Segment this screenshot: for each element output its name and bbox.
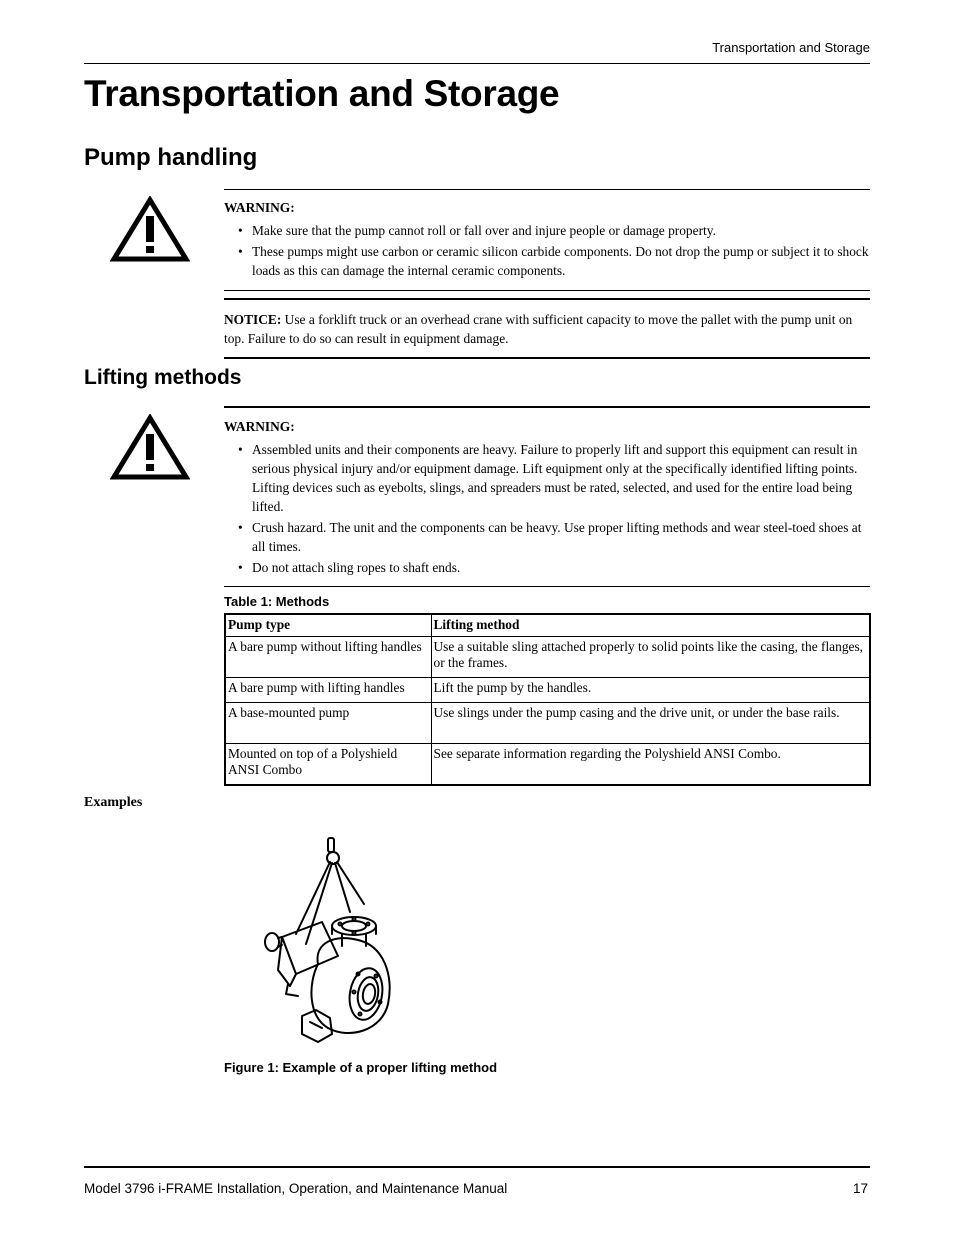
pump-lifting-illustration [258,834,408,1049]
notice-label: NOTICE: [224,312,282,327]
table-row [225,678,870,703]
warning-bottom-rule [224,586,870,587]
notice-block [224,310,870,348]
table-cell: Mounted on top of a Polyshield ANSI Combo [225,744,431,785]
warning-item: • These pumps might use carbon or ceramic silicon carbide components. Do not drop the pump or subject it to shock loads as this can damage the internal ceramic components. [224,242,870,280]
table-cell: A bare pump without lifting handles [225,637,431,678]
warning-list [224,440,870,577]
warning-label: WARNING: [224,200,295,215]
table-cell: See separate information regarding the Polyshield ANSI Combo. [431,744,870,785]
header-divider [84,63,870,64]
warning-label: WARNING: [224,419,295,434]
warning-block-lifting [224,417,870,579]
warning-item: • Make sure that the pump cannot roll or fall over and injure people or damage property. [224,221,870,240]
warning-top-rule [224,189,870,190]
figure-caption: Figure 1: Example of a proper lifting method [224,1060,498,1075]
section-heading-lifting-methods: Lifting methods [84,366,242,389]
notice-text: Use a forklift truck or an overhead crane with sufficient capacity to move the pallet with the pump unit on top. Failure to do so can result in equipment damage. [224,312,853,346]
methods-table [224,613,871,786]
table-row [225,637,870,678]
table-cell: A bare pump with lifting handles [225,678,431,703]
table-row [225,703,870,744]
table-row [225,744,870,785]
warning-item: • Do not attach sling ropes to shaft ends. [224,558,870,577]
examples-heading: Examples [84,795,143,810]
table-cell: Use slings under the pump casing and the drive unit, or under the base rails. [431,703,870,744]
running-header: Transportation and Storage [712,40,870,55]
warning-triangle-icon [110,414,190,480]
warning-list [224,221,870,280]
table-cell: A base-mounted pump [225,703,431,744]
table-cell: Lift the pump by the handles. [431,678,870,703]
notice-top-rule [224,298,870,300]
table-caption: Table 1: Methods [224,594,330,609]
table-header-row [225,614,870,637]
table-cell: Use a suitable sling attached properly to solid points like the casing, the flanges, or the frames. [431,637,870,678]
column-header-pump-type: Pump type [225,614,431,637]
column-header-lifting-method: Lifting method [431,614,870,637]
warning-bottom-rule [224,290,870,291]
warning-top-rule [224,406,870,408]
warning-block-pump-handling [224,198,870,282]
warning-item: • Assembled units and their components are heavy. Failure to properly lift and support this equipment can result in serious physical injury and/or equipment damage. Lift equipment only at the specifically identified lifting points. Lifting devices such as eyebolts, slings, and spreaders must be rated, selected, and used for the entire load being lifted. [224,440,870,516]
notice-bottom-rule [224,357,870,359]
warning-item: • Crush hazard. The unit and the components can be heavy. Use proper lifting methods and wear steel-toed shoes at all times. [224,518,870,556]
warning-triangle-icon [110,196,190,262]
footer-divider [84,1166,870,1168]
footer-manual-title: Model 3796 i-FRAME Installation, Operation, and Maintenance Manual [84,1181,508,1196]
page-number: 17 [852,1181,868,1196]
page-title: Transportation and Storage [84,73,560,114]
section-heading-pump-handling: Pump handling [84,144,258,171]
